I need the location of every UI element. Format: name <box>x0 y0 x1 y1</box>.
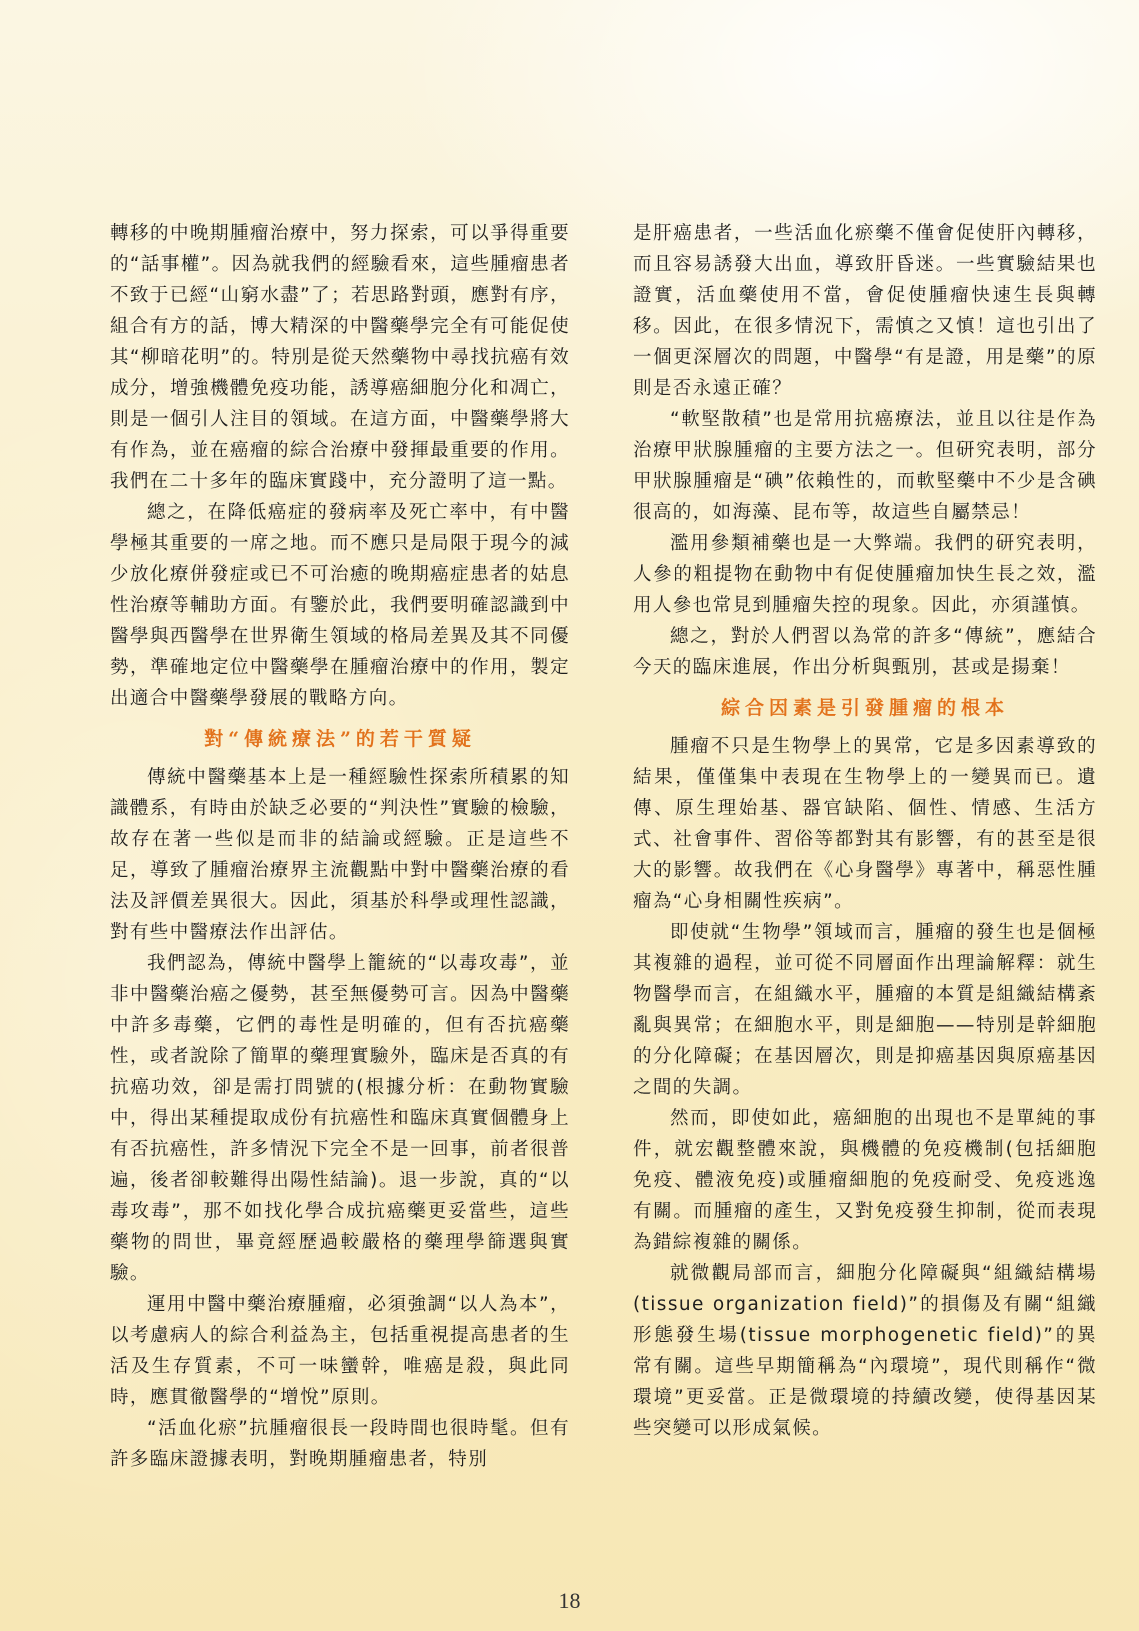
paragraph: “軟堅散積”也是常用抗癌療法，並且以往是作為治療甲狀腺腫瘤的主要方法之一。但研究表明，部分甲狀腺腫瘤是“碘”依賴性的，而軟堅藥中不少是含碘很高的，如海藻、昆布等，故這些自屬禁忌！ <box>633 409 1097 523</box>
paragraph: 總之，對於人們習以為常的許多“傳統”，應結合今天的臨床進展，作出分析與甄別，甚或是揚棄！ <box>633 626 1097 678</box>
paragraph: 總之，在降低癌症的發病率及死亡率中，有中醫學極其重要的一席之地。而不應只是局限于現今的減少放化療併發症或已不可治癒的晚期癌症患者的姑息性治療等輔助方面。有鑒於此，我們要明確認識到中醫學與西醫學在世界衛生領域的格局差異及其不同優勢，準確地定位中醫藥學在腫瘤治療中的作用，製定出適合中醫藥學發展的戰略方向。 <box>110 502 570 709</box>
paragraph: 運用中醫中藥治療腫瘤，必須強調“以人為本”，以考慮病人的綜合利益為主，包括重視提高患者的生活及生存質素，不可一味蠻幹，唯癌是殺，與此同時，應貫徹醫學的“增悅”原則。 <box>110 1294 570 1408</box>
paragraph: 轉移的中晚期腫瘤治療中，努力探索，可以爭得重要的“話事權”。因為就我們的經驗看來，這些腫瘤患者不致于已經“山窮水盡”了；若思路對頭，應對有序，組合有方的話，博大精深的中醫藥學完全有可能促使其“柳暗花明”的。特別是從天然藥物中尋找抗癌有效成分，增強機體免疫功能，誘導癌細胞分化和凋亡，則是一個引人注目的領域。在這方面，中醫藥學將大有作為，並在癌瘤的綜合治療中發揮最重要的作用。我們在二十多年的臨床實踐中，充分證明了這一點。 <box>110 223 570 492</box>
paragraph: 然而，即使如此，癌細胞的出現也不是單純的事件，就宏觀整體來說，與機體的免疫機制(包括細胞免疫、體液免疫)或腫瘤細胞的免疫耐受、免疫逃逸有關。而腫瘤的產生，又對免疫發生抑制，從而表現為錯綜複雜的關係。 <box>633 1108 1097 1253</box>
section-heading: 對“傳統療法”的若干質疑 <box>204 728 476 750</box>
right-column <box>633 218 1097 1444</box>
section-heading: 綜合因素是引發腫瘤的根本 <box>720 697 1009 719</box>
paragraph: 就微觀局部而言，細胞分化障礙與“組織結構場(tissue organization field)”的損傷及有關“組織形態發生場(tissue morphogenetic field)”的異常有關。這些早期簡稱為“內環境”，現代則稱作“微環境”更妥當。正是微環境的持續改變，使得基因某些突變可以形成氣候。 <box>633 1263 1097 1439</box>
left-column <box>110 218 570 1475</box>
paragraph: 即使就“生物學”領域而言，腫瘤的發生也是個極其複雜的過程，並可從不同層面作出理論解釋：就生物醫學而言，在組織水平，腫瘤的本質是組織結構紊亂與異常；在細胞水平，則是細胞——特別是幹細胞的分化障礙；在基因層次，則是抑癌基因與原癌基因之間的失調。 <box>633 922 1097 1098</box>
paragraph: 我們認為，傳統中醫學上籠統的“以毒攻毒”，並非中醫藥治癌之優勢，甚至無優勢可言。因為中醫藥中許多毒藥，它們的毒性是明確的，但有否抗癌藥性，或者說除了簡單的藥理實驗外，臨床是否真的有抗癌功效，卻是需打問號的(根據分析：在動物實驗中，得出某種提取成份有抗癌性和臨床真實個體身上有否抗癌性，許多情況下完全不是一回事，前者很普遍，後者卻較難得出陽性結論)。退一步說，真的“以毒攻毒”，那不如找化學合成抗癌藥更妥當些，這些藥物的問世，畢竟經歷過較嚴格的藥理學篩選與實驗。 <box>110 953 570 1284</box>
paragraph: 濫用參類補藥也是一大弊端。我們的研究表明，人參的粗提物在動物中有促使腫瘤加快生長之效，濫用人參也常見到腫瘤失控的現象。因此，亦須謹慎。 <box>633 533 1097 616</box>
paragraph: 腫瘤不只是生物學上的異常，它是多因素導致的結果，僅僅集中表現在生物學上的一變異而已。遺傳、原生理始基、器官缺陷、個性、情感、生活方式、社會事件、習俗等都對其有影響，有的甚至是很大的影響。故我們在《心身醫學》專著中，稱惡性腫瘤為“心身相關性疾病”。 <box>633 736 1097 912</box>
paragraph: 是肝癌患者，一些活血化瘀藥不僅會促使肝內轉移，而且容易誘發大出血，導致肝昏迷。一些實驗結果也證實，活血藥使用不當，會促使腫瘤快速生長與轉移。因此，在很多情況下，需慎之又慎！這也引出了一個更深層次的問題，中醫學“有是證，用是藥”的原則是否永遠正確？ <box>633 223 1097 399</box>
paragraph: 傳統中醫藥基本上是一種經驗性探索所積累的知識體系，有時由於缺乏必要的“判決性”實驗的檢驗，故存在著一些似是而非的結論或經驗。正是這些不足，導致了腫瘤治療界主流觀點中對中醫藥治療的看法及評價差異很大。因此，須基於科學或理性認識，對有些中醫療法作出評估。 <box>110 767 570 943</box>
page-number: 18 <box>558 1588 581 1613</box>
paragraph: “活血化瘀”抗腫瘤很長一段時間也很時髦。但有許多臨床證據表明，對晚期腫瘤患者，特別 <box>110 1418 570 1470</box>
